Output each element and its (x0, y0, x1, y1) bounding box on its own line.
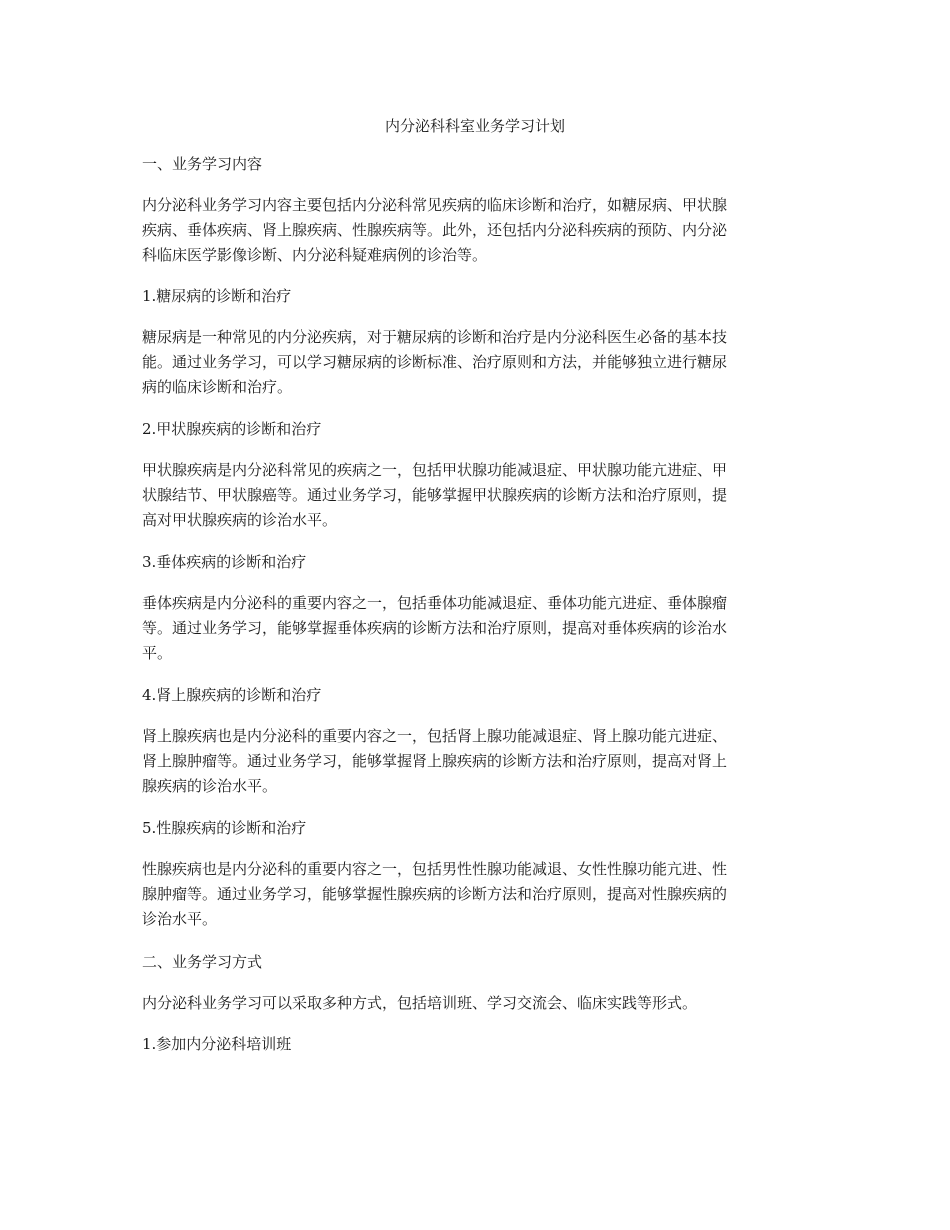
subheading-gonad: 5.性腺疾病的诊断和治疗 (142, 819, 307, 837)
section-heading-method: 二、业务学习方式 (142, 953, 263, 971)
subheading-adrenal: 4.肾上腺疾病的诊断和治疗 (142, 686, 322, 704)
paragraph-line: 能。通过业务学习，可以学习糖尿病的诊断标准、治疗原则和方法，并能够独立进行糖尿 (142, 353, 728, 371)
paragraph-line: 等。通过业务学习，能够掌握垂体疾病的诊断方法和治疗原则，提高对垂体疾病的诊治水 (142, 619, 728, 637)
paragraph-line: 甲状腺疾病是内分泌科常见的疾病之一，包括甲状腺功能减退症、甲状腺功能亢进症、甲 (142, 461, 728, 479)
subheading-diabetes: 1.糖尿病的诊断和治疗 (142, 287, 292, 305)
paragraph-line: 肾上腺疾病也是内分泌科的重要内容之一，包括肾上腺功能减退症、肾上腺功能亢进症、 (142, 727, 728, 745)
paragraph-line: 腺肿瘤等。通过业务学习，能够掌握性腺疾病的诊断方法和治疗原则，提高对性腺疾病的 (142, 885, 728, 903)
paragraph-line: 疾病、垂体疾病、肾上腺疾病、性腺疾病等。此外，还包括内分泌科疾病的预防、内分泌 (142, 221, 728, 239)
paragraph-line: 内分泌科业务学习内容主要包括内分泌科常见疾病的临床诊断和治疗，如糖尿病、甲状腺 (142, 196, 728, 214)
paragraph-line: 垂体疾病是内分泌科的重要内容之一，包括垂体功能减退症、垂体功能亢进症、垂体腺瘤 (142, 594, 728, 612)
paragraph-line: 病的临床诊断和治疗。 (142, 378, 293, 396)
paragraph-line: 性腺疾病也是内分泌科的重要内容之一，包括男性性腺功能减退、女性性腺功能亢进、性 (142, 860, 728, 878)
paragraph-line: 糖尿病是一种常见的内分泌疾病，对于糖尿病的诊断和治疗是内分泌科医生必备的基本技 (142, 328, 728, 346)
subheading-pituitary: 3.垂体疾病的诊断和治疗 (142, 553, 307, 571)
paragraph-line: 高对甲状腺疾病的诊治水平。 (142, 511, 338, 529)
subheading-training-class: 1.参加内分泌科培训班 (142, 1035, 292, 1053)
paragraph-line: 诊治水平。 (142, 910, 218, 928)
document-title: 内分泌科科室业务学习计划 (384, 117, 565, 135)
paragraph-line: 状腺结节、甲状腺癌等。通过业务学习，能够掌握甲状腺疾病的诊断方法和治疗原则，提 (142, 486, 728, 504)
paragraph-line: 科临床医学影像诊断、内分泌科疑难病例的诊治等。 (142, 246, 488, 264)
paragraph-line: 内分泌科业务学习可以采取多种方式，包括培训班、学习交流会、临床实践等形式。 (142, 994, 698, 1012)
paragraph-line: 腺疾病的诊治水平。 (142, 777, 278, 795)
paragraph-line: 肾上腺肿瘤等。通过业务学习，能够掌握肾上腺疾病的诊断方法和治疗原则，提高对肾上 (142, 752, 728, 770)
subheading-thyroid: 2.甲状腺疾病的诊断和治疗 (142, 420, 322, 438)
section-heading-content: 一、业务学习内容 (142, 155, 263, 173)
paragraph-line: 平。 (142, 644, 173, 662)
